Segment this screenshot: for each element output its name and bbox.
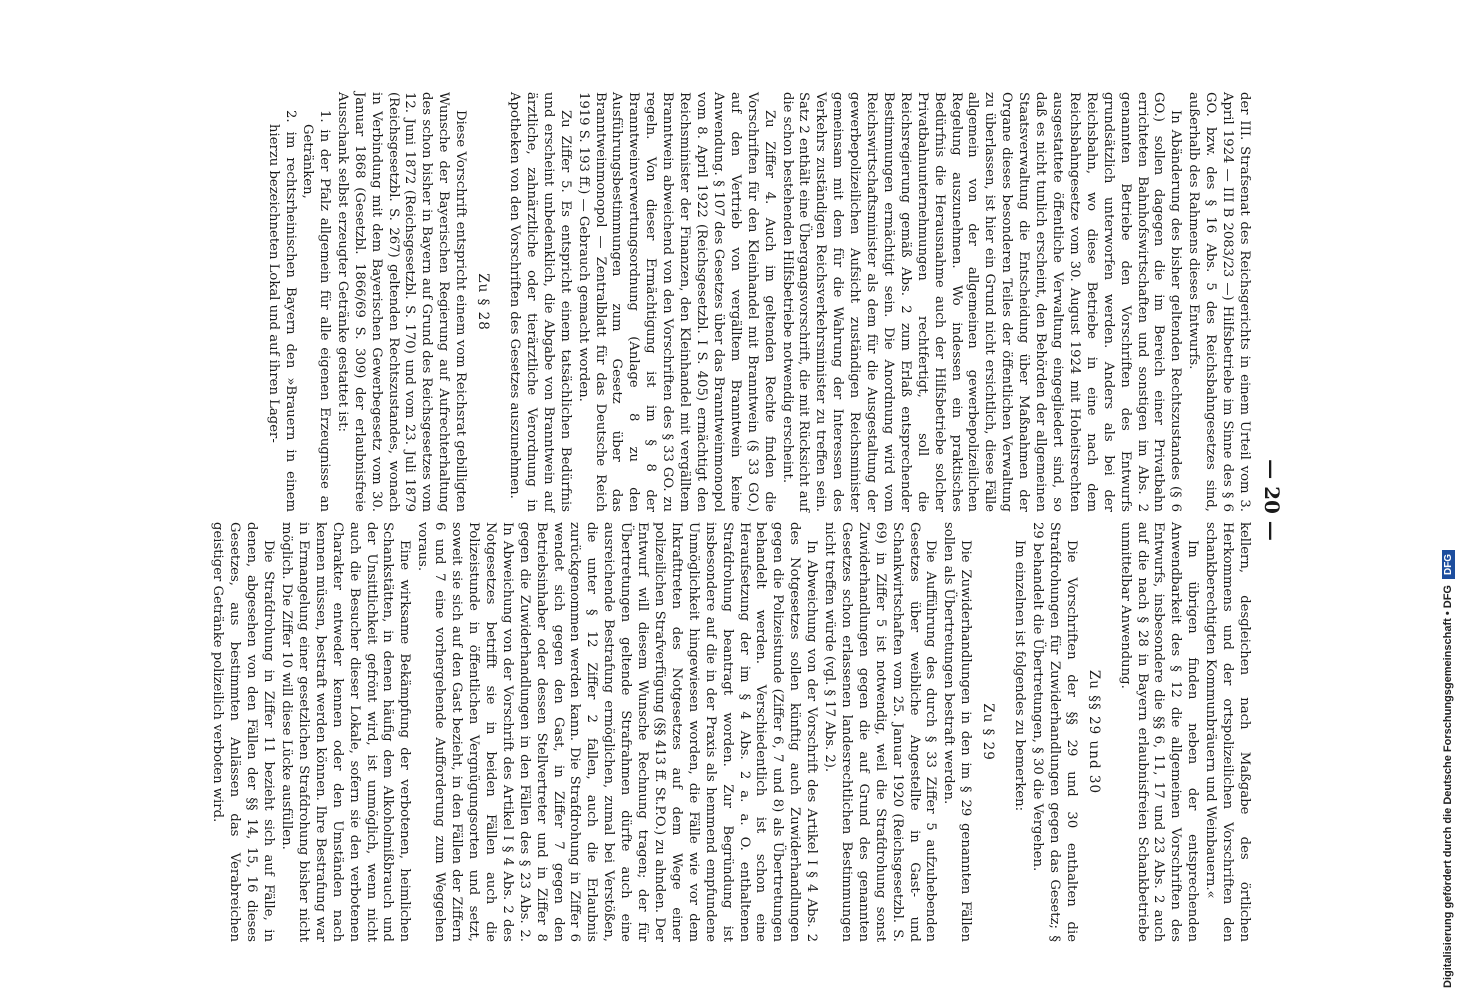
paragraph: Diese Vorschrift entspricht einem vom Reichsrat gebilligten Wunsche der Bayerischen Regierung auf Aufrechterhaltung des schon bisher in Bayern auf Grund des Reichsgesetzes vom 12. Juni 1872 (Reichsgesetzbl. S. 170) und vom 23. Juli 1879 (Reichsgesetzbl. S. 267) geltenden Rechtszustandes, wonach in Verbindung mit dem Bayerischen Gewerbegesetz vom 30. Januar 1868 (Gesetzbl. 1866/69 S. 309) der erlaubnisfreie Ausschank selbst erzeugter Getränke gestattet ist: [334,92,469,512]
paragraph: Im einzelnen ist folgendes zu bemerken: [1012,540,1028,812]
page-number: — 20 — [1260,459,1284,541]
digitization-note [1406,0,1454,1000]
paragraph: Im übrigen finden neben der entsprechenden Anwendbarkeit des § 12 die allgemeinen Vorschriften des Entwurfs, insbesondere die §§ 6, 11, 17 und 23 Abs. 2 auch auf die nach § 28 in Bayern erlaubnisfreien Schankbetriebe unmittelbar Anwendung. [1117,522,1201,942]
digitization-text: Digitalisierung gefördert durch die Deutsche Forschungsgemeinschaft • DFG [1442,585,1454,988]
paragraph: Zu Ziffer 5. Es entspricht einem tatsächlichen Bedürfnis und erscheint unbedenklich, die Abgabe von Branntwein auf ärztliche, zahnärztliche oder tierärztliche Verordnung in Apotheken von den Vorschriften des Gesetzes auszunehmen. [507,92,573,512]
list [264,92,332,512]
left-column [264,92,1252,512]
paragraph: In Abweichung von der Vorschrift des Artikel I § 4 Abs. 2 des Notgesetzes sollen künftig auch Zuwiderhandlungen gegen die Polizeistunde (Ziffer 6, 7 und 8) als Übertretungen behandelt werden. Verschiedentlich ist schon eine Heraufsetzung der im § 4 Abs. 2 a. a. O. enthaltenen Strafdrohung beantragt worden. Zur Begründung ist insbesondere auf die in der Praxis als hemmend empfundene Unmöglichkeit hingewiesen worden, die Fälle wie vor dem Inkrafttreten des Notgesetzes auf dem Wege einer polizeilichen Strafverfügung (§§ 413 ff. St.P.O.) zu ahnden. Der Entwurf will diesem Wunsche Rechnung tragen; der für Übertretungen geltende Strafrahmen dürfte auch eine ausreichende Bestrafung ermöglichen, zumal bei Verstößen, die unter § 12 Ziffer 2 fallen, auch die Erlaubnis zurückgenommen werden kann. Die Strafdrohung in Ziffer 6 wendet sich gegen den Gast, in Ziffer 7 gegen den Betriebsinhaber oder dessen Stellvertreter und in Ziffer 8 gegen die Zuwiderhandlungen in den Fällen des § 23 Abs. 2. In Abweichung von der Vorschrift des Artikel I § 4 Abs. 2 des Notgesetzes betrifft sie in beiden Fällen auch die Polizeistunde in öffentlichen Vergnügungsorten und setzt, soweit sie sich auf den Gast bezieht, in den Fällen der Ziffern 6 und 7 eine vorhergehende Aufforderung zum Weggehen voraus. [415,522,820,942]
paragraph: In Abänderung des bisher geltenden Rechtszustandes (§ 6 GO.) sollen dagegen die im Bereich einer Privatbahn errichteten Bahnhofswirtschaften und sonstigen im Abs. 2 genannten Betriebe den Vorschriften des Entwurfs grundsätzlich unterworfen werden. Anders als bei der Reichsbahn, wo diese Betriebe in eine nach dem Reichsbahngesetze vom 30. August 1924 mit Hoheitsrechten ausgestattete öffentliche Verwaltung eingegliedert sind, so daß es nicht tunlich erscheint, den Behörden der allgemeinen Staatsverwaltung die Entscheidung über Maßnahmen der Organe dieses besonderen Teiles der öffentlichen Verwaltung zu überlassen, ist hier ein Grund nicht ersichtlich, diese Fälle allgemein von der allgemeinen gewerbepolizeilichen Regelung auszunehmen. Wo indessen ein praktisches Bedürfnis die Herausnahme auch der Hilfsbetriebe solcher Privatbahnunternehmungen rechtfertigt, soll die Reichsregierung gemäß Abs. 2 zum Erlaß entsprechender Bestimmungen ermächtigt sein. Die Anordnung wird vom Reichswirtschaftsminister als dem für die Ausgestaltung der gewerbepolizeilichen Aufsicht zuständigen Reichsminister gemeinsam mit dem für die Wahrung der Interessen des Verkehrs zuständigen Reichsverkehrsminister zu treffen sein. Satz 2 enthält eine Übergangsvorschrift, die mit Rücksicht auf die schon bestehenden Hilfsbetriebe notwendig erscheint. [779,92,1184,512]
paragraph: Die Vorschriften der §§ 29 und 30 enthalten die Strafdrohungen für Zuwiderhandlungen gegen das Gesetz; § 29 behandelt die Übertretungen, § 30 die Vergehen. [1030,522,1079,942]
paragraph: Zu Ziffer 4. Auch im geltenden Rechte finden die Vorschriften für den Kleinhandel mit Branntwein (§ 33 GO.) auf den Vertrieb von vergälltem Branntwein keine Anwendung. § 107 des Gesetzes über das Branntweinmonopol vom 8. April 1922 (Reichsgesetzbl. I S. 405) ermächtigt den Reichsminister der Finanzen, den Kleinhandel mit vergälltem Branntwein abweichend von den Vorschriften des § 33 GO. zu regeln. Von dieser Ermächtigung ist im § 8 der Branntweinverwertungsordnung (Anlage 8 zu den Ausführungsbestimmungen zum Gesetz über das Branntweinmonopol — Zentralblatt für das Deutsche Reich 1919 S. 193 ff.) — Gebrauch gemacht worden. [575,92,777,512]
paragraph: Eine wirksame Bekämpfung der verbotenen, heimlichen Schankstätten, in denen häufig dem Alkoholmißbrauch und der Unsittlichkeit gefrönt wird, ist unmöglich, wenn nicht auch die Besucher dieser Lokale, sofern sie den verbotenen Charakter entweder kennen oder den Umständen nach kennen müssen, bestraft werden können. Ihre Bestrafung war in Ermangelung einer gesetzlichen Strafdrohung bisher nicht möglich. Die Ziffer 10 will diese Lücke ausfüllen. [279,522,413,942]
paragraph: Die Zuwiderhandlungen in den im § 29 genannten Fällen sollen als Übertretungen bestraft werden. [941,522,974,942]
paragraph: kellern, desgleichen nach Maßgabe des örtlichen Herkommens und der ortspolizeilichen Vorschriften den schankberechtigten Kommunbräuern und Weinbauern.« [1203,522,1252,942]
paragraph: Die Strafdrohung in Ziffer 11 bezieht sich auf Fälle, in denen, abgesehen von den Fällen der §§ 14, 15, 16 dieses Gesetzes, aus bestimmten Anlässen das Verabreichen geistiger Getränke polizeilich verboten wird. [210,522,277,942]
section-heading: Zu § 28 [475,273,492,331]
dfg-logo: DFG [1442,550,1455,579]
section-heading: Zu §§ 29 und 30 [1085,669,1102,795]
right-column [208,522,1252,942]
list-item: 2. im rechtsrheinischen Bayern den »Brauern in einem hierzu bezeichneten Lokal und auf ihren Lager- [266,110,299,512]
paragraph: Die Aufführung des durch § 33 Ziffer 5 aufzuhebenden Gesetzes über weibliche Angestellte in Gast- und Schankwirtschaften vom 25. Januar 1920 (Reichsgesetzbl. S. 69) in Ziffer 5 ist notwendig, weil die Strafdrohung sonst Zuwiderhandlungen gegen die auf Grund des genannten Gesetzes schon erlassenen landesrechtlichen Bestimmungen nicht treffen würde (vgl. § 17 Abs. 2). [822,522,939,942]
list-item: 1. in der Pfalz allgemein für alle eigenen Erzeugnisse an Getränken, [300,110,332,512]
section-heading: Zu § 29 [980,703,997,761]
paragraph: der III. Strafsenat des Reichsgerichts in einem Urteil vom 3. April 1924 — III B 2083/23 —) Hilfsbetriebe im Sinne des § 6 GO. bzw. des § 16 Abs. 5 des Reichsbahngesetzes sind, außerhalb des Rahmens dieses Entwurfs. [1186,92,1252,512]
